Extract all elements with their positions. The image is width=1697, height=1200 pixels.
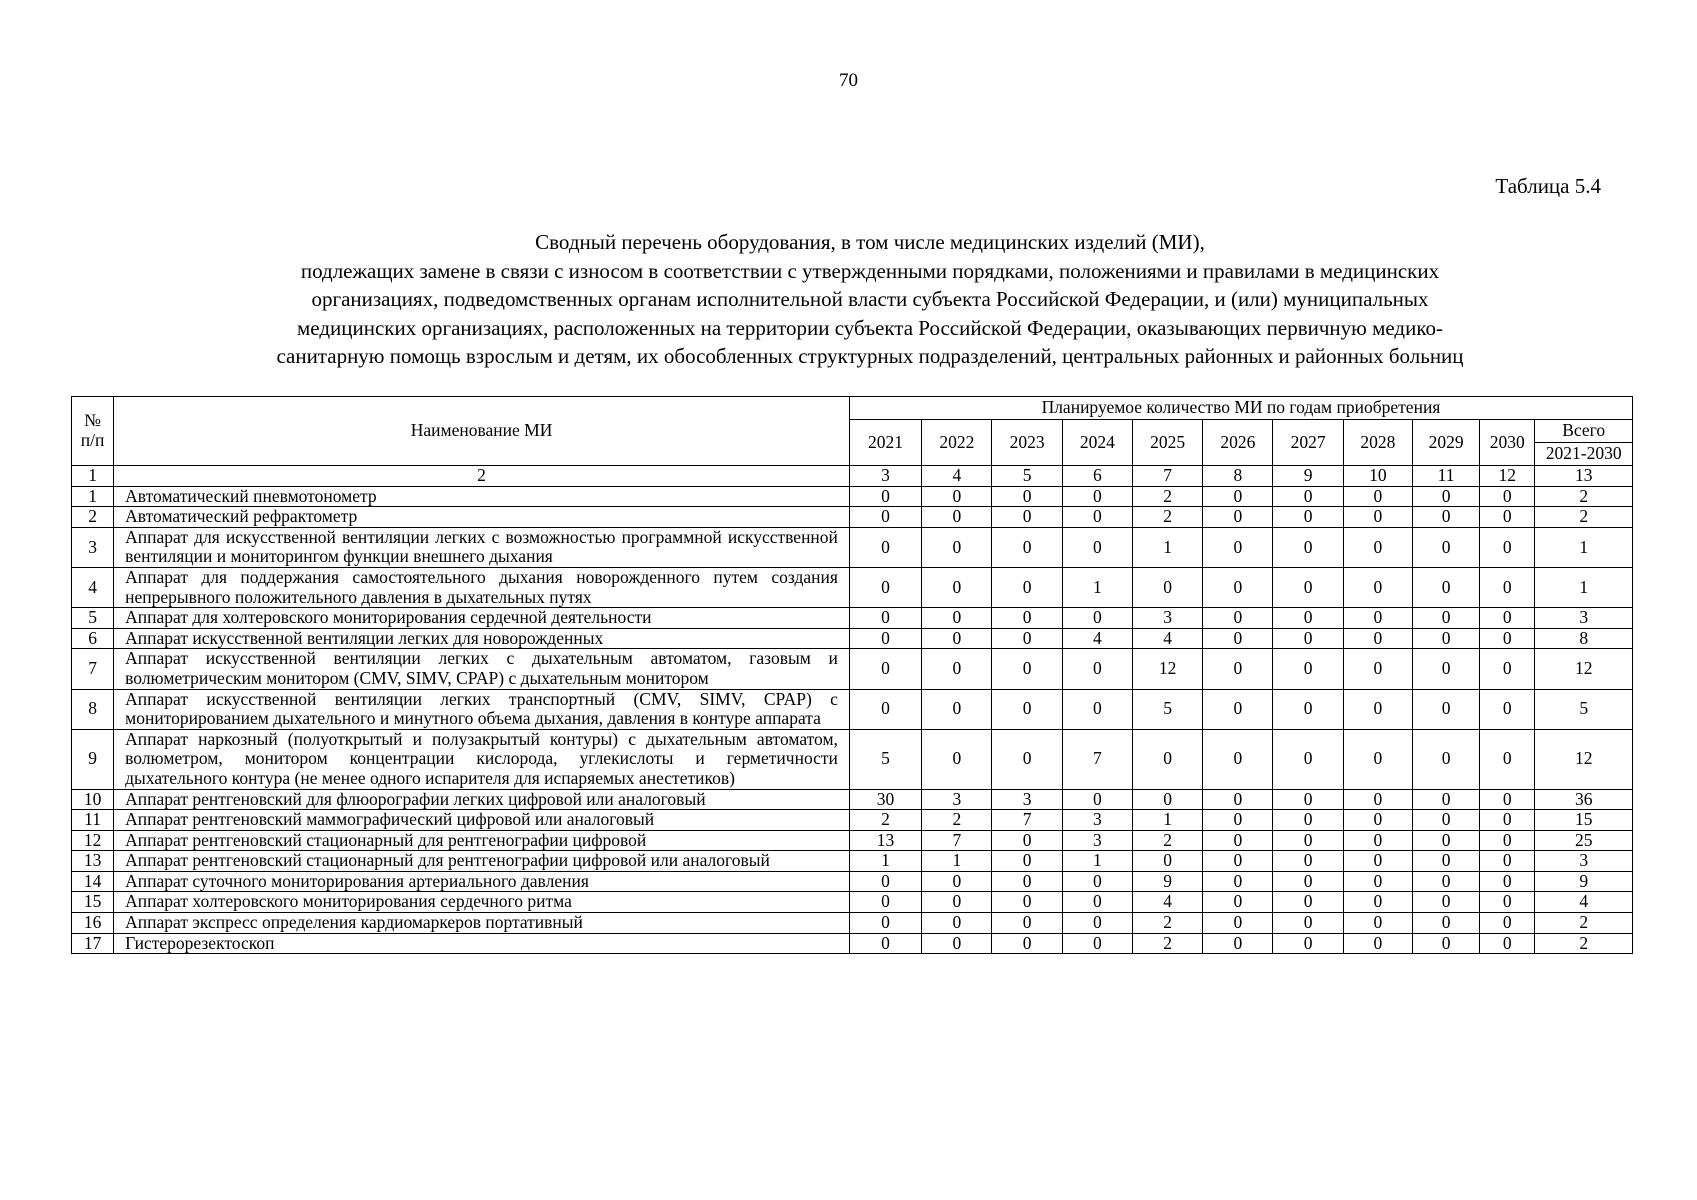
year-value-cell: 0 [922,567,992,607]
year-value-cell: 0 [992,527,1062,567]
year-value-cell: 0 [992,729,1062,789]
year-value-cell: 0 [1273,567,1343,607]
year-value-cell: 12 [1132,649,1202,689]
year-value-cell: 0 [1203,913,1273,934]
year-value-cell: 0 [1062,486,1132,507]
row-number: 9 [72,729,114,789]
item-name: Аппарат холтеровского мониторирования сердечного ритма [114,892,850,913]
year-value-cell: 0 [1343,527,1412,567]
year-value-cell: 0 [1203,649,1273,689]
year-value-cell: 0 [1480,649,1535,689]
row-number: 2 [72,507,114,528]
year-value-cell: 0 [1343,507,1412,528]
column-number: 6 [1062,466,1132,487]
year-value-cell: 0 [1273,810,1343,831]
total-cell: 2 [1535,507,1633,528]
year-value-cell: 1 [1132,810,1202,831]
row-number: 6 [72,628,114,649]
year-value-cell: 0 [992,628,1062,649]
total-cell: 36 [1535,789,1633,810]
header-year: 2028 [1343,420,1412,466]
year-value-cell: 3 [992,789,1062,810]
year-value-cell: 1 [1132,527,1202,567]
year-value-cell: 0 [1343,689,1412,729]
year-value-cell: 0 [992,871,1062,892]
year-value-cell: 0 [992,913,1062,934]
table-row [72,830,1633,851]
table-row [72,507,1633,528]
year-value-cell: 0 [1412,789,1479,810]
year-value-cell: 0 [1273,729,1343,789]
total-cell: 9 [1535,871,1633,892]
year-value-cell: 0 [1412,608,1479,629]
year-value-cell: 0 [1480,892,1535,913]
item-name: Автоматический рефрактометр [114,507,850,528]
header-year: 2026 [1203,420,1273,466]
year-value-cell: 0 [922,913,992,934]
year-value-cell: 0 [1273,871,1343,892]
year-value-cell: 0 [1273,649,1343,689]
year-value-cell: 0 [1343,628,1412,649]
year-value-cell: 0 [849,567,921,607]
year-value-cell: 3 [1062,830,1132,851]
year-value-cell: 0 [1480,830,1535,851]
year-value-cell: 0 [1480,789,1535,810]
year-value-cell: 0 [922,689,992,729]
year-value-cell: 0 [849,892,921,913]
table-row [72,933,1633,954]
year-value-cell: 0 [992,892,1062,913]
page-number: 70 [839,70,858,91]
year-value-cell: 0 [1480,933,1535,954]
item-name: Аппарат наркозный (полуоткрытый и полузакрытый контуры) с дыхательным автоматом, волюметром, монитором концентрации кислорода, углекислоты и герметичности дыхательного контура (не менее одного испарителя для испаряемых анестетиков) [114,729,850,789]
year-value-cell: 0 [992,507,1062,528]
year-value-cell: 0 [1412,507,1479,528]
item-name: Аппарат искусственной вентиляции легких с дыхательным автоматом, газовым и волюметрическим монитором (CMV, SIMV, CPAP) с дыхательным монитором [114,649,850,689]
year-value-cell: 0 [1343,608,1412,629]
total-cell: 5 [1535,689,1633,729]
year-value-cell: 0 [1480,486,1535,507]
year-value-cell: 0 [849,507,921,528]
year-value-cell: 0 [922,486,992,507]
header-year: 2021 [849,420,921,466]
column-number: 3 [849,466,921,487]
year-value-cell: 0 [1203,933,1273,954]
equipment-table [71,396,1633,954]
year-value-cell: 0 [1480,851,1535,872]
year-value-cell: 0 [1062,649,1132,689]
year-value-cell: 0 [849,628,921,649]
year-value-cell: 0 [1203,830,1273,851]
table-row [72,810,1633,831]
header-year: 2029 [1412,420,1479,466]
year-value-cell: 0 [1203,810,1273,831]
total-cell: 2 [1535,486,1633,507]
table-row [72,913,1633,934]
item-name: Аппарат рентгеновский маммографический цифровой или аналоговый [114,810,850,831]
total-cell: 3 [1535,608,1633,629]
year-value-cell: 0 [849,527,921,567]
column-number: 5 [992,466,1062,487]
item-name: Аппарат для искусственной вентиляции легких с возможностью программной искусственной вентиляции и мониторингом функции внешнего дыхания [114,527,850,567]
year-value-cell: 0 [1480,608,1535,629]
year-value-cell: 3 [922,789,992,810]
year-value-cell: 2 [1132,486,1202,507]
column-number: 11 [1412,466,1479,487]
total-cell: 12 [1535,649,1633,689]
year-value-cell: 0 [1343,871,1412,892]
year-value-cell: 0 [1203,628,1273,649]
title-line: медицинских организациях, расположенных на территории субъекта Российской Федерации, оказывающих первичную медико- [297,315,1443,340]
year-value-cell: 0 [1480,871,1535,892]
year-value-cell: 0 [1062,892,1132,913]
year-value-cell: 0 [922,527,992,567]
year-value-cell: 0 [1480,507,1535,528]
year-value-cell: 0 [1062,608,1132,629]
row-number: 1 [72,486,114,507]
year-value-cell: 0 [1412,851,1479,872]
total-cell: 4 [1535,892,1633,913]
year-value-cell: 0 [992,689,1062,729]
year-value-cell: 2 [1132,933,1202,954]
table-row [72,649,1633,689]
year-value-cell: 0 [1062,527,1132,567]
year-value-cell: 0 [1062,507,1132,528]
year-value-cell: 1 [922,851,992,872]
total-cell: 12 [1535,729,1633,789]
year-value-cell: 0 [1273,527,1343,567]
total-cell: 2 [1535,913,1633,934]
row-number: 17 [72,933,114,954]
year-value-cell: 0 [1480,729,1535,789]
year-value-cell: 0 [922,729,992,789]
table-row [72,892,1633,913]
title-line: санитарную помощь взрослым и детям, их обособленных структурных подразделений, центральных районных и районных больниц [276,344,1464,368]
total-cell: 1 [1535,567,1633,607]
year-value-cell: 4 [1062,628,1132,649]
year-value-cell: 4 [1132,892,1202,913]
year-value-cell: 0 [849,689,921,729]
table-row [72,527,1633,567]
table-row [72,729,1633,789]
year-value-cell: 2 [1132,913,1202,934]
year-value-cell: 0 [992,830,1062,851]
year-value-cell: 0 [1273,689,1343,729]
year-value-cell: 7 [1062,729,1132,789]
year-value-cell: 5 [849,729,921,789]
year-value-cell: 0 [1412,649,1479,689]
year-value-cell: 0 [1062,689,1132,729]
year-value-cell: 0 [1273,830,1343,851]
year-value-cell: 1 [1062,567,1132,607]
header-group: Планируемое количество МИ по годам приобретения [849,397,1632,420]
year-value-cell: 0 [992,608,1062,629]
year-value-cell: 0 [1480,567,1535,607]
item-name: Аппарат для холтеровского мониторирования сердечной деятельности [114,608,850,629]
year-value-cell: 0 [1343,913,1412,934]
year-value-cell: 4 [1132,628,1202,649]
total-cell: 3 [1535,851,1633,872]
item-name: Аппарат искусственной вентиляции легких транспортный (CMV, SIMV, CPAP) с мониторированием дыхательного и минутного объема дыхания, давления в контуре аппарата [114,689,850,729]
total-cell: 25 [1535,830,1633,851]
year-value-cell: 1 [849,851,921,872]
year-value-cell: 0 [1480,628,1535,649]
year-value-cell: 0 [1203,729,1273,789]
year-value-cell: 0 [1343,486,1412,507]
year-value-cell: 0 [1273,507,1343,528]
year-value-cell: 0 [1203,527,1273,567]
year-value-cell: 0 [1412,689,1479,729]
row-number: 14 [72,871,114,892]
column-number: 10 [1343,466,1412,487]
year-value-cell: 0 [1412,486,1479,507]
year-value-cell: 0 [1203,486,1273,507]
year-value-cell: 0 [1480,689,1535,729]
year-value-cell: 0 [922,933,992,954]
header-year: 2022 [922,420,992,466]
year-value-cell: 0 [992,486,1062,507]
year-value-cell: 0 [1062,871,1132,892]
year-value-cell: 0 [1273,892,1343,913]
year-value-cell: 0 [1412,628,1479,649]
table-row [72,789,1633,810]
year-value-cell: 0 [1132,789,1202,810]
year-value-cell: 0 [1273,851,1343,872]
column-number: 7 [1132,466,1202,487]
column-number: 1 [72,466,114,487]
year-value-cell: 1 [1062,851,1132,872]
year-value-cell: 0 [1132,729,1202,789]
year-value-cell: 0 [849,913,921,934]
row-number: 5 [72,608,114,629]
year-value-cell: 0 [1273,789,1343,810]
item-name: Автоматический пневмотонометр [114,486,850,507]
year-value-cell: 7 [922,830,992,851]
year-value-cell: 0 [849,608,921,629]
year-value-cell: 0 [1412,871,1479,892]
year-value-cell: 0 [849,486,921,507]
year-value-cell: 0 [1203,567,1273,607]
column-number: 12 [1480,466,1535,487]
table-row [72,486,1633,507]
year-value-cell: 0 [849,933,921,954]
year-value-cell: 0 [1203,608,1273,629]
year-value-cell: 2 [1132,507,1202,528]
year-value-cell: 0 [1273,608,1343,629]
header-total-range: 2021-2030 [1535,443,1633,466]
year-value-cell: 0 [1480,527,1535,567]
year-value-cell: 0 [849,871,921,892]
year-value-cell: 9 [1132,871,1202,892]
column-number: 8 [1203,466,1273,487]
title-line: подлежащих замене в связи с износом в соответствии с утвержденными порядками, положениями и правилами в медицинских [300,258,1440,283]
document-title [150,228,1590,371]
table-label: Таблица 5.4 [1495,174,1601,198]
year-value-cell: 0 [1412,913,1479,934]
year-value-cell: 0 [1412,830,1479,851]
year-value-cell: 0 [1203,892,1273,913]
column-number: 4 [922,466,992,487]
table-body [72,486,1633,954]
total-cell: 1 [1535,527,1633,567]
table-row [72,851,1633,872]
item-name: Аппарат для поддержания самостоятельного дыхания новорожденного путем создания непрерывного положительного давления в дыхательных путях [114,567,850,607]
year-value-cell: 0 [1412,729,1479,789]
header-name: Наименование МИ [114,397,850,466]
table-row [72,608,1633,629]
header-num: № п/п [72,397,114,466]
column-number: 2 [114,466,850,487]
header-year: 2025 [1132,420,1202,466]
year-value-cell: 0 [922,871,992,892]
year-value-cell: 0 [1412,810,1479,831]
year-value-cell: 0 [1343,933,1412,954]
year-value-cell: 0 [1273,933,1343,954]
year-value-cell: 0 [922,892,992,913]
total-cell: 8 [1535,628,1633,649]
header-year: 2027 [1273,420,1343,466]
title-line: организациях, подведомственных органам исполнительной власти субъекта Российской Федерации, и (или) муниципальных [311,287,1429,311]
item-name: Аппарат искусственной вентиляции легких для новорожденных [114,628,850,649]
year-value-cell: 3 [1062,810,1132,831]
year-value-cell: 0 [1273,628,1343,649]
year-value-cell: 0 [1412,892,1479,913]
year-value-cell: 0 [1343,830,1412,851]
year-value-cell: 0 [1132,851,1202,872]
year-value-cell: 0 [922,649,992,689]
year-value-cell: 0 [1203,851,1273,872]
year-value-cell: 0 [1273,913,1343,934]
year-value-cell: 3 [1132,608,1202,629]
year-value-cell: 0 [1412,933,1479,954]
year-value-cell: 0 [1203,871,1273,892]
year-value-cell: 0 [992,649,1062,689]
year-value-cell: 7 [992,810,1062,831]
year-value-cell: 0 [922,507,992,528]
year-value-cell: 2 [1132,830,1202,851]
year-value-cell: 2 [922,810,992,831]
year-value-cell: 0 [1343,649,1412,689]
row-number: 3 [72,527,114,567]
table-row [72,689,1633,729]
table-row [72,567,1633,607]
item-name: Аппарат рентгеновский стационарный для рентгенографии цифровой [114,830,850,851]
year-value-cell: 0 [922,628,992,649]
year-value-cell: 0 [1343,851,1412,872]
year-value-cell: 0 [1343,567,1412,607]
row-number: 10 [72,789,114,810]
year-value-cell: 0 [922,608,992,629]
item-name: Гистерорезектоскоп [114,933,850,954]
column-number-row [72,466,1633,487]
year-value-cell: 0 [1062,933,1132,954]
year-value-cell: 0 [992,567,1062,607]
row-number: 16 [72,913,114,934]
column-number: 13 [1535,466,1633,487]
year-value-cell: 0 [1132,567,1202,607]
year-value-cell: 0 [1480,913,1535,934]
header-year: 2030 [1480,420,1535,466]
item-name: Аппарат экспресс определения кардиомаркеров портативный [114,913,850,934]
row-number: 11 [72,810,114,831]
year-value-cell: 0 [1203,789,1273,810]
item-name: Аппарат суточного мониторирования артериального давления [114,871,850,892]
year-value-cell: 0 [1062,789,1132,810]
year-value-cell: 0 [992,851,1062,872]
row-number: 8 [72,689,114,729]
item-name: Аппарат рентгеновский стационарный для рентгенографии цифровой или аналоговый [114,851,850,872]
year-value-cell: 0 [1343,789,1412,810]
year-value-cell: 0 [1412,567,1479,607]
year-value-cell: 0 [1343,810,1412,831]
row-number: 15 [72,892,114,913]
year-value-cell: 0 [1273,486,1343,507]
header-year: 2023 [992,420,1062,466]
year-value-cell: 30 [849,789,921,810]
year-value-cell: 0 [1343,892,1412,913]
row-number: 12 [72,830,114,851]
year-value-cell: 0 [992,933,1062,954]
year-value-cell: 0 [1412,527,1479,567]
year-value-cell: 0 [1062,913,1132,934]
year-value-cell: 0 [1480,810,1535,831]
year-value-cell: 13 [849,830,921,851]
year-value-cell: 5 [1132,689,1202,729]
year-value-cell: 0 [1203,689,1273,729]
year-value-cell: 0 [849,649,921,689]
title-line: Сводный перечень оборудования, в том числе медицинских изделий (МИ), [535,230,1205,254]
item-name: Аппарат рентгеновский для флюорографии легких цифровой или аналоговый [114,789,850,810]
year-value-cell: 0 [1203,507,1273,528]
year-value-cell: 0 [1343,729,1412,789]
table-row [72,628,1633,649]
total-cell: 2 [1535,933,1633,954]
table-header [72,397,1633,487]
row-number: 4 [72,567,114,607]
row-number: 7 [72,649,114,689]
total-cell: 15 [1535,810,1633,831]
header-total: Всего [1535,420,1633,443]
year-value-cell: 2 [849,810,921,831]
column-number: 9 [1273,466,1343,487]
header-year: 2024 [1062,420,1132,466]
table-row [72,871,1633,892]
row-number: 13 [72,851,114,872]
